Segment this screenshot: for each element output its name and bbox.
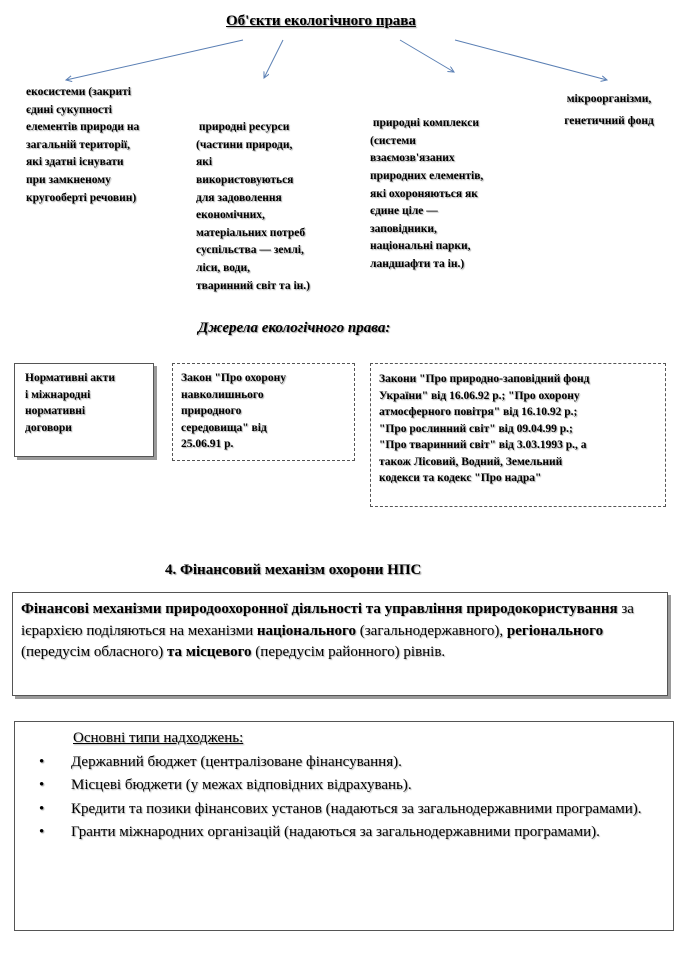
- bullet-icon: •: [39, 777, 45, 793]
- arrow-microorganisms: [455, 40, 607, 80]
- fin-text-1: за ієрархією поділяються на механізми: [21, 601, 634, 639]
- source-box-environment-law: Закон "Про охорону навколишнього природного середовища" від 25.06.91 р.: [172, 363, 355, 461]
- fin-bold-3: регіонального: [506, 622, 604, 639]
- income-list: [15, 751, 661, 845]
- fin-bold-2: національного: [256, 622, 356, 639]
- fin-text-2: (загальнодержавного),: [356, 622, 507, 639]
- income-item-grants: • Гранти міжнародних організацій (надаються за загальнодержавними програмами).: [15, 821, 661, 845]
- bullet-icon: •: [39, 753, 45, 770]
- fin-bold-1: Фінансові механізми природоохоронної діяльності та управління природокористування: [21, 601, 618, 617]
- income-item-state-budget: • Державний бюджет (централізоване фінансування).: [15, 751, 661, 775]
- object-resources: природні ресурси (частини природи, які використовуються для задоволення економічних, матеріальних потреб суспільства — землі, ліси, води, тваринний світ та ін.): [196, 121, 310, 292]
- fin-bold-4: та місцевого: [166, 644, 252, 660]
- bullet-icon: •: [39, 824, 45, 840]
- income-item-credits: • Кредити та позики фінансових установ (надаються за загальнодержавними програмами).: [15, 798, 661, 822]
- arrow-resources: [264, 40, 283, 78]
- source-box-other-laws: Закони "Про природно-заповідний фонд України" від 16.06.92 р.; "Про охорону атмосферного повітря" від 16.10.92 р.; "Про рослинний світ" від 09.04.99 р.; "Про тваринний світ" від 3.03.1993 р., а також Лісовий, Водний, Земельний кодекси та кодекс "Про надра": [370, 363, 666, 507]
- object-complexes: природні комплекси (системи взаємозв'язаних природних елементів, які охороняються як єдине ціле — заповідники, національні парки, ландшафти та ін.): [370, 117, 484, 270]
- bullet-icon: •: [39, 800, 45, 817]
- objects-title: Об'єкти екологічного права: [226, 13, 416, 29]
- object-microorganisms: мікроорганізми, генетичний фонд: [564, 93, 654, 127]
- arrow-ecosystems: [66, 40, 243, 80]
- arrow-complexes: [400, 40, 454, 72]
- section4-title: 4. Фінансовий механізм охорони НПС: [165, 562, 422, 578]
- income-title: Основні типи надходжень:: [73, 730, 244, 746]
- income-item-local-budgets: • Місцеві бюджети (у межах відповідних відрахувань).: [15, 774, 661, 798]
- source-box-normative-acts: Нормативні акти і міжнародні нормативні договори: [14, 363, 154, 457]
- fin-text-3: (передусім обласного): [21, 644, 167, 660]
- income-types-box: [14, 721, 674, 931]
- sources-title: Джерела екологічного права:: [198, 320, 391, 336]
- object-ecosystems: екосистеми (закриті єдині сукупності елементів природи на загальній території, які здатні існувати при замкненому кругообертi речовин): [26, 86, 140, 204]
- fin-text-4: (передусім районного) рівнів.: [251, 644, 446, 660]
- financial-mechanisms-box: [12, 592, 668, 696]
